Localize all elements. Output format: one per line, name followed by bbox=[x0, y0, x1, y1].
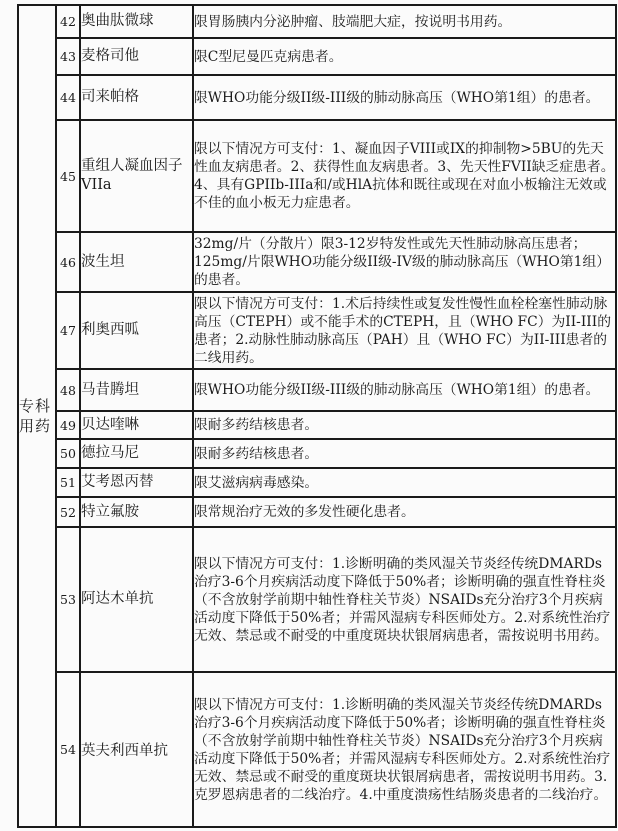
row-number: 45 bbox=[56, 120, 80, 232]
payment-condition: 限耐多药结核患者。 bbox=[193, 411, 616, 439]
table-row bbox=[18, 439, 616, 468]
row-number: 43 bbox=[56, 38, 80, 75]
table-row bbox=[18, 5, 616, 38]
drug-name: 德拉马尼 bbox=[80, 439, 193, 468]
category-cell: 专科用药 bbox=[18, 5, 56, 827]
table-row bbox=[18, 120, 616, 232]
row-number: 42 bbox=[56, 5, 80, 38]
drug-name: 马昔腾坦 bbox=[80, 369, 193, 411]
drug-name: 利奥西呱 bbox=[80, 292, 193, 369]
table-row bbox=[18, 292, 616, 369]
drug-name: 麦格司他 bbox=[80, 38, 193, 75]
row-number: 53 bbox=[56, 527, 80, 672]
payment-condition: 限以下情况方可支付：1、凝血因子VIII或IX的抑制物>5BU的先天性血友病患者。2、获得性血友病患者。3、先天性FVII缺乏症患者。4、具有GPIIb-IIIa和/或HlA抗体和既往或现在对血小板输注无效或不佳的血小板无力症患者。 bbox=[193, 120, 616, 232]
drug-name: 特立氟胺 bbox=[80, 497, 193, 527]
drug-name: 奥曲肽微球 bbox=[80, 5, 193, 38]
row-number: 52 bbox=[56, 497, 80, 527]
drug-name: 贝达喹啉 bbox=[80, 411, 193, 439]
table-row bbox=[18, 75, 616, 120]
row-number: 44 bbox=[56, 75, 80, 120]
payment-condition: 限胃肠胰内分泌肿瘤、肢端肥大症，按说明书用药。 bbox=[193, 5, 616, 38]
row-number: 54 bbox=[56, 672, 80, 827]
table-row bbox=[18, 468, 616, 497]
payment-condition: 限C型尼曼匹克病患者。 bbox=[193, 38, 616, 75]
payment-condition: 限WHO功能分级II级-III级的肺动脉高压（WHO第1组）的患者。 bbox=[193, 369, 616, 411]
payment-condition: 32mg/片（分散片）限3-12岁特发性或先天性肺动脉高压患者；125mg/片限WHO功能分级II级-IV级的肺动脉高压（WHO第1组）的患者。 bbox=[193, 232, 616, 292]
drug-name: 重组人凝血因子VIIa bbox=[80, 120, 193, 232]
payment-condition: 限以下情况方可支付：1.术后持续性或复发性慢性血栓栓塞性肺动脉高压（CTEPH）或不能手术的CTEPH，且（WHO FC）为II-III的患者；2.动脉性肺动脉高压（PAH）且（WHO FC）为II-III患者的二线用药。 bbox=[193, 292, 616, 369]
table-row bbox=[18, 232, 616, 292]
drug-name: 英夫利西单抗 bbox=[80, 672, 193, 827]
drug-name: 波生坦 bbox=[80, 232, 193, 292]
payment-condition: 限以下情况方可支付：1.诊断明确的类风湿关节炎经传统DMARDs治疗3-6个月疾病活动度下降低于50%者；诊断明确的强直性脊柱炎（不含放射学前期中轴性脊柱关节炎）NSAIDs充分治疗3个月疾病活动度下降低于50%者；并需风湿病专科医师处方。2.对系统性治疗无效、禁忌或不耐受的中重度斑块状银屑病患者，需按说明书用药。 bbox=[193, 527, 616, 672]
drug-table bbox=[17, 4, 617, 828]
table-row bbox=[18, 369, 616, 411]
drug-name: 阿达木单抗 bbox=[80, 527, 193, 672]
table-row bbox=[18, 497, 616, 527]
payment-condition: 限WHO功能分级II级-III级的肺动脉高压（WHO第1组）的患者。 bbox=[193, 75, 616, 120]
drug-name: 艾考恩丙替 bbox=[80, 468, 193, 497]
payment-condition: 限以下情况方可支付：1.诊断明确的类风湿关节炎经传统DMARDs治疗3-6个月疾病活动度下降低于50%者；诊断明确的强直性脊柱炎（不含放射学前期中轴性脊柱关节炎）NSAIDs充分治疗3个月疾病活动度下降低于50%者；并需风湿病专科医师处方。2.对系统性治疗无效、禁忌或不耐受的重度斑块状银屑病患者，需按说明书用药。3.克罗恩病患者的二线治疗。4.中重度溃疡性结肠炎患者的二线治疗。 bbox=[193, 672, 616, 827]
table-row bbox=[18, 672, 616, 827]
row-number: 48 bbox=[56, 369, 80, 411]
row-number: 50 bbox=[56, 439, 80, 468]
payment-condition: 限艾滋病病毒感染。 bbox=[193, 468, 616, 497]
row-number: 46 bbox=[56, 232, 80, 292]
table-row bbox=[18, 527, 616, 672]
table-row bbox=[18, 411, 616, 439]
drug-name: 司来帕格 bbox=[80, 75, 193, 120]
row-number: 47 bbox=[56, 292, 80, 369]
payment-condition: 限常规治疗无效的多发性硬化患者。 bbox=[193, 497, 616, 527]
row-number: 49 bbox=[56, 411, 80, 439]
row-number: 51 bbox=[56, 468, 80, 497]
payment-condition: 限耐多药结核患者。 bbox=[193, 439, 616, 468]
table-row bbox=[18, 38, 616, 75]
